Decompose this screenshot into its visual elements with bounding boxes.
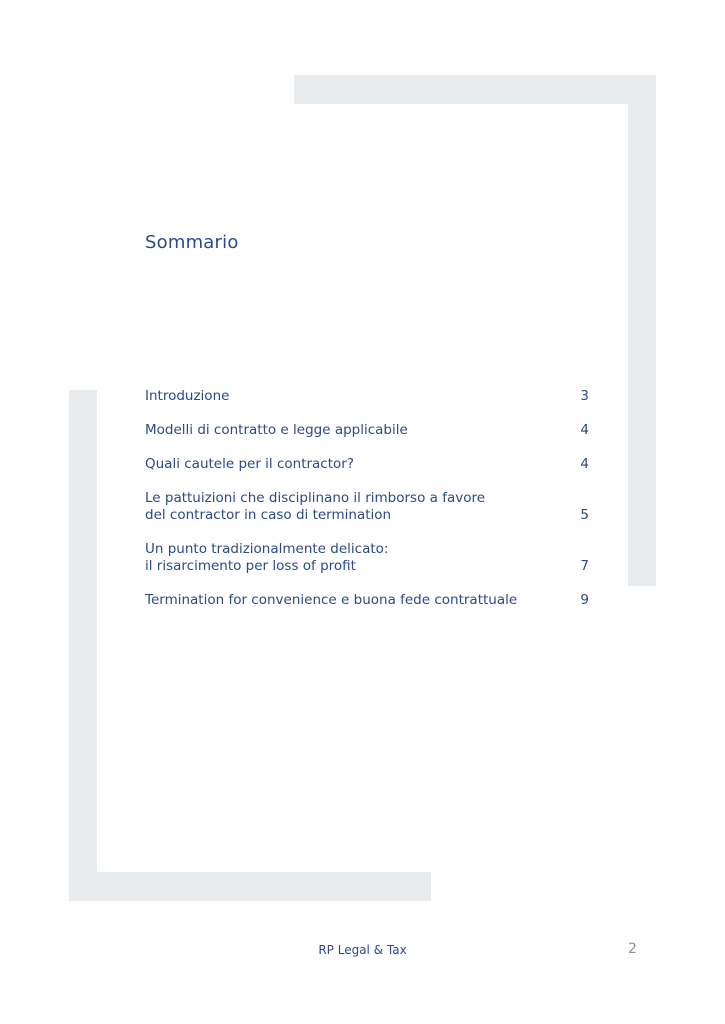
toc-entry-title: Quali cautele per il contractor? <box>145 456 354 472</box>
toc-entry-page: 9 <box>580 592 589 608</box>
toc-entry-title: Le pattuizioni che disciplinano il rimborso a favore del contractor in caso di termination <box>145 490 486 523</box>
toc-entry[interactable] <box>145 456 589 473</box>
toc-entry-title: Modelli di contratto e legge applicabile <box>145 422 408 438</box>
toc-entry[interactable] <box>145 592 589 609</box>
toc-entry-page: 4 <box>580 456 589 472</box>
toc-entry[interactable] <box>145 422 589 439</box>
toc-entry-page: 4 <box>580 422 589 438</box>
footer-brand: RP Legal & Tax <box>318 943 407 957</box>
decorative-frame-bottom-bar <box>69 872 431 901</box>
toc-entry-page: 3 <box>580 388 589 404</box>
decorative-frame-right-bar <box>628 75 656 586</box>
decorative-frame-left-bar <box>69 390 97 901</box>
toc-entry-page: 5 <box>580 507 589 523</box>
toc-entry-title: Introduzione <box>145 388 230 404</box>
toc-entry-page: 7 <box>580 558 589 574</box>
toc-entry-title: Un punto tradizionalmente delicato: il risarcimento per loss of profit <box>145 541 389 574</box>
toc-entry[interactable] <box>145 541 589 575</box>
footer-page-number: 2 <box>628 941 637 957</box>
toc-entry[interactable] <box>145 388 589 405</box>
toc-entry-title: Termination for convenience e buona fede contrattuale <box>145 592 518 608</box>
decorative-frame-top-bar <box>294 75 656 104</box>
table-of-contents <box>145 388 589 626</box>
page-title: Sommario <box>145 232 239 253</box>
toc-entry[interactable] <box>145 490 589 524</box>
